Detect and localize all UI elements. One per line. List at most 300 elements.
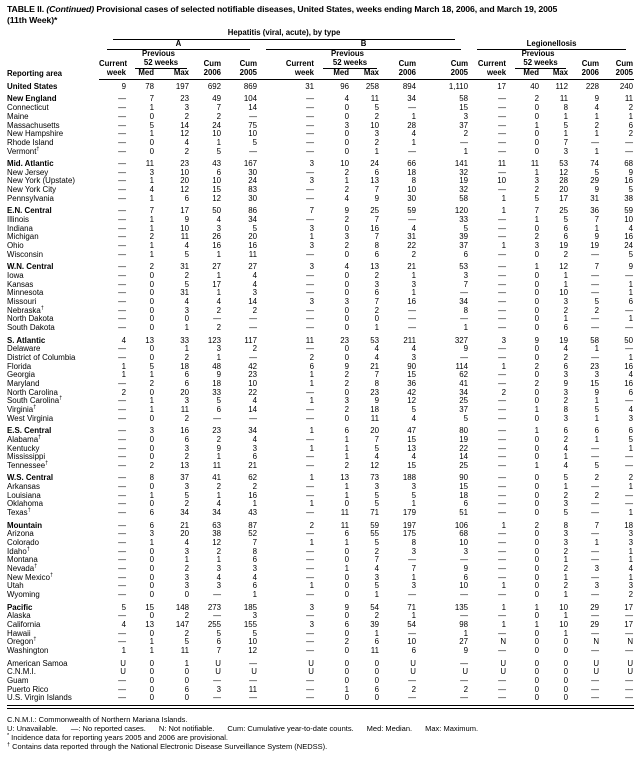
value-cell: — xyxy=(498,499,507,509)
value-cell: 15 xyxy=(212,185,221,195)
value-cell: — xyxy=(408,555,416,565)
value-cell: — xyxy=(306,590,314,600)
value-cell: 5 xyxy=(184,249,189,259)
value-cell: 3 xyxy=(216,564,221,574)
value-cell: 1 xyxy=(411,137,416,147)
value-cell: — xyxy=(498,378,507,388)
reporting-area-cell: Mountain xyxy=(7,520,43,530)
cum-label-b-2006: Cum xyxy=(398,59,416,69)
reporting-area-cell: Oregon† xyxy=(7,636,37,647)
reporting-area-cell: California xyxy=(7,620,41,630)
value-cell: — xyxy=(118,443,126,453)
spacer xyxy=(190,50,222,59)
value-cell: 120 xyxy=(454,206,469,216)
value-cell: 13 xyxy=(370,262,379,272)
value-cell: 29 xyxy=(590,176,600,186)
value-cell: 11 xyxy=(340,520,349,530)
value-cell: 5 xyxy=(184,637,189,647)
value-cell: 22 xyxy=(248,387,257,397)
table-row xyxy=(7,371,634,380)
value-cell: — xyxy=(408,146,416,156)
value-cell: 6 xyxy=(149,520,154,530)
table-row xyxy=(7,233,634,242)
table-row xyxy=(7,389,634,398)
value-cell: 9 xyxy=(563,378,569,388)
value-cell: 0 xyxy=(374,693,379,703)
value-cell: 55 xyxy=(370,529,379,539)
value-cell: — xyxy=(118,499,126,509)
value-cell: 1 xyxy=(149,103,154,113)
value-cell: 34 xyxy=(212,508,221,518)
value-cell: 4 xyxy=(374,452,379,462)
value-cell: 19 xyxy=(459,434,469,444)
value-cell: — xyxy=(460,314,469,324)
value-cell: 1 xyxy=(563,611,569,621)
value-cell: — xyxy=(498,611,507,621)
value-cell: 3 xyxy=(563,529,569,539)
value-cell: — xyxy=(498,413,507,423)
value-cell: 33 xyxy=(212,387,221,397)
value-cell: — xyxy=(213,675,221,685)
value-cell: 5 xyxy=(594,460,600,470)
hepatitis-group-header: Hepatitis (viral, acute), by type xyxy=(99,29,469,40)
value-cell: 0 xyxy=(344,667,349,677)
value-cell: — xyxy=(118,314,126,324)
value-cell: — xyxy=(118,288,126,298)
value-cell: 1 xyxy=(344,434,349,444)
value-cell: 2 xyxy=(628,590,634,600)
value-cell: 3 xyxy=(184,581,189,591)
value-cell: 6 xyxy=(216,405,221,415)
value-cell: 2 xyxy=(184,628,189,638)
value-cell: 1 xyxy=(534,620,540,630)
value-cell: 141 xyxy=(454,159,469,169)
value-cell: 6 xyxy=(184,434,189,444)
value-cell: 6 xyxy=(184,370,189,380)
value-cell: — xyxy=(118,378,126,388)
value-cell: 3 xyxy=(411,546,416,556)
value-cell: — xyxy=(118,193,126,203)
value-cell: 59 xyxy=(370,520,379,530)
value-cell: 240 xyxy=(619,81,634,91)
value-cell: 1 xyxy=(463,146,469,156)
value-cell: 2 xyxy=(374,546,379,556)
legend-item: —: No reported cases. xyxy=(70,723,146,733)
value-cell: 11 xyxy=(530,159,540,169)
value-cell: — xyxy=(306,529,314,539)
value-cell: 58 xyxy=(590,335,600,345)
header-spacer xyxy=(469,29,634,40)
reporting-area-cell: New Mexico† xyxy=(7,572,54,582)
value-cell: 2 xyxy=(252,482,257,492)
value-cell: 114 xyxy=(455,361,469,371)
value-cell: 54 xyxy=(370,602,379,612)
value-cell: — xyxy=(498,146,507,156)
value-cell: 66 xyxy=(407,159,416,169)
value-cell: — xyxy=(118,137,126,147)
value-cell: 2 xyxy=(216,434,221,444)
value-cell: — xyxy=(118,693,126,703)
value-cell: — xyxy=(625,137,634,147)
legend-item: Med: Median. xyxy=(366,723,413,733)
reporting-area-cell: Oklahoma xyxy=(7,499,43,509)
value-cell: — xyxy=(498,223,507,233)
value-cell: — xyxy=(249,675,257,685)
value-cell: 9 xyxy=(374,396,379,406)
value-cell: — xyxy=(249,693,257,703)
value-cell: 0 xyxy=(534,590,540,600)
value-cell: 3 xyxy=(184,443,189,453)
value-cell: 2 xyxy=(594,120,600,130)
value-cell: 0 xyxy=(149,611,154,621)
value-cell: — xyxy=(591,352,600,362)
value-cell: 80 xyxy=(459,426,469,436)
value-cell: 3 xyxy=(563,146,569,156)
value-cell: — xyxy=(118,214,126,224)
value-cell: — xyxy=(306,508,314,518)
value-cell: — xyxy=(306,564,314,574)
table-row xyxy=(7,565,634,574)
value-cell: 2 xyxy=(184,270,189,280)
value-cell: 0 xyxy=(534,434,540,444)
value-cell: 3 xyxy=(309,241,314,251)
value-cell: 2 xyxy=(594,305,600,315)
value-cell: 1 xyxy=(344,684,349,694)
value-cell: — xyxy=(306,387,314,397)
value-cell: 13 xyxy=(180,460,189,470)
value-cell: 5 xyxy=(252,223,257,233)
value-cell: 4 xyxy=(184,241,189,251)
table-row xyxy=(7,281,634,290)
value-cell: 0 xyxy=(344,675,349,685)
value-cell: 33 xyxy=(180,335,189,345)
value-cell: 0 xyxy=(563,658,569,668)
value-cell: 0 xyxy=(534,103,540,113)
value-cell: 0 xyxy=(374,667,379,677)
value-cell: 2 xyxy=(216,482,221,492)
value-cell: 0 xyxy=(534,684,540,694)
value-cell: 1 xyxy=(534,120,540,130)
current-label-a: Current xyxy=(99,59,128,69)
value-cell: — xyxy=(213,590,221,600)
value-cell: 0 xyxy=(344,611,349,621)
value-cell: 5 xyxy=(252,628,257,638)
value-cell: 3 xyxy=(534,176,540,186)
value-cell: 0 xyxy=(149,270,154,280)
footnote-cnmi: C.N.M.I.: Commonwealth of Northern Mariana Islands. xyxy=(7,714,188,724)
value-cell: 6 xyxy=(374,637,379,647)
value-cell: 2 xyxy=(252,344,257,354)
reporting-area-cell: Virginia† xyxy=(7,404,37,415)
reporting-area-cell: Idaho† xyxy=(7,546,30,556)
reporting-area-cell: C.N.M.I. xyxy=(7,667,36,677)
value-cell: 0 xyxy=(534,370,540,380)
value-cell: 2 xyxy=(344,405,349,415)
value-cell: 4 xyxy=(216,499,221,509)
value-cell: 11 xyxy=(624,94,634,104)
value-cell: — xyxy=(249,413,257,423)
value-cell: 2 xyxy=(344,185,349,195)
value-cell: 6 xyxy=(594,426,600,436)
value-cell: — xyxy=(118,129,126,139)
value-cell: 37 xyxy=(459,405,469,415)
value-cell: 2 xyxy=(374,611,379,621)
value-cell: 0 xyxy=(149,296,154,306)
value-cell: 24 xyxy=(212,120,221,130)
value-cell: 197 xyxy=(175,81,189,91)
value-cell: 24 xyxy=(248,176,257,186)
value-cell: 3 xyxy=(563,296,569,306)
value-cell: 4 xyxy=(252,270,257,280)
value-cell: — xyxy=(460,288,469,298)
value-cell: 9 xyxy=(628,262,634,272)
table-row xyxy=(7,600,634,612)
value-cell: 5 xyxy=(374,499,379,509)
value-cell: 0 xyxy=(344,413,349,423)
value-cell: 68 xyxy=(459,529,469,539)
value-cell: 4 xyxy=(411,344,416,354)
value-cell: 5 xyxy=(628,434,634,444)
table-row xyxy=(7,345,634,354)
value-cell: 37 xyxy=(459,241,469,251)
value-cell: — xyxy=(306,572,314,582)
value-cell: — xyxy=(306,111,314,121)
value-cell: — xyxy=(498,288,507,298)
value-cell: 1 xyxy=(216,137,221,147)
value-cell: 7 xyxy=(374,370,379,380)
value-cell: 4 xyxy=(628,223,634,233)
value-cell: — xyxy=(498,555,507,565)
value-cell: 23 xyxy=(248,370,257,380)
value-cell: U xyxy=(308,658,314,668)
table-row xyxy=(7,492,634,501)
reporting-area-cell: Delaware xyxy=(7,344,41,354)
value-cell: 0 xyxy=(534,223,540,233)
value-cell: 37 xyxy=(459,120,469,130)
value-cell: 20 xyxy=(370,426,379,436)
value-cell: 25 xyxy=(459,460,469,470)
table-row xyxy=(7,92,634,104)
value-cell: — xyxy=(118,176,126,186)
value-cell: 16 xyxy=(212,241,221,251)
value-cell: 1 xyxy=(374,590,379,600)
legend-item: N: Not notifiable. xyxy=(158,723,215,733)
weeks52-label-a: 52 weeks xyxy=(127,59,190,69)
weeks52-label-leg: 52 weeks xyxy=(507,59,569,69)
value-cell: — xyxy=(498,111,507,121)
value-cell: — xyxy=(625,270,634,280)
value-cell: 8 xyxy=(563,103,569,113)
table-row xyxy=(7,591,634,600)
value-cell: 16 xyxy=(370,223,379,233)
value-cell: 20 xyxy=(180,176,189,186)
value-cell: 1 xyxy=(309,538,314,548)
value-cell: 53 xyxy=(459,262,469,272)
value-cell: — xyxy=(625,305,634,315)
value-cell: 42 xyxy=(248,361,257,371)
value-cell: 3 xyxy=(344,232,349,242)
value-cell: 12 xyxy=(559,262,569,272)
value-cell: 3 xyxy=(252,288,257,298)
value-cell: — xyxy=(591,572,600,582)
reporting-area-cell: Minnesota xyxy=(7,288,44,298)
value-cell: — xyxy=(591,693,600,703)
value-cell: 3 xyxy=(411,279,416,289)
value-cell: 0 xyxy=(534,344,540,354)
value-cell: 6 xyxy=(216,637,221,647)
table-row xyxy=(7,500,634,509)
value-cell: 6 xyxy=(309,361,314,371)
value-cell: — xyxy=(306,214,314,224)
value-cell: 2 xyxy=(216,111,221,121)
value-cell: 3 xyxy=(563,370,569,380)
value-cell: 1 xyxy=(563,555,569,565)
reporting-area-cell: Kansas xyxy=(7,279,34,289)
value-cell: 1 xyxy=(501,361,507,371)
value-cell: 7 xyxy=(374,232,379,242)
value-cell: — xyxy=(118,262,126,272)
value-cell: — xyxy=(498,352,507,362)
reporting-area-cell: Pacific xyxy=(7,602,33,612)
table-row xyxy=(7,204,634,216)
value-cell: 1 xyxy=(374,146,379,156)
value-cell: — xyxy=(118,611,126,621)
value-cell: — xyxy=(498,572,507,582)
value-cell: 31 xyxy=(590,193,600,203)
value-cell: — xyxy=(118,413,126,423)
value-cell: 0 xyxy=(149,352,154,362)
value-cell: 50 xyxy=(624,335,634,345)
value-cell: 43 xyxy=(212,159,221,169)
value-cell: 33 xyxy=(459,214,469,224)
footnote-dagger-text: Contains data reported through the National Electronic Disease Surveillance System (NEDSS). xyxy=(12,742,328,752)
value-cell: 0 xyxy=(534,129,540,139)
value-cell: 5 xyxy=(252,137,257,147)
value-cell: 8 xyxy=(563,520,569,530)
footnotes xyxy=(7,715,634,752)
value-cell: 11 xyxy=(248,249,257,259)
value-cell: 5 xyxy=(374,581,379,591)
value-cell: 11 xyxy=(559,94,569,104)
value-cell: — xyxy=(306,693,314,703)
value-cell: — xyxy=(306,684,314,694)
value-cell: 38 xyxy=(212,529,221,539)
value-cell: 10 xyxy=(459,538,469,548)
value-cell: 894 xyxy=(402,81,416,91)
value-cell: 8 xyxy=(563,405,569,415)
value-cell: 0 xyxy=(534,452,540,462)
table-row xyxy=(7,216,634,225)
value-cell: 1 xyxy=(344,443,349,453)
value-cell: — xyxy=(118,323,126,333)
value-cell: 3 xyxy=(309,602,314,612)
value-cell: 1 xyxy=(534,262,540,272)
value-cell: 11 xyxy=(497,159,507,169)
value-cell: 5 xyxy=(216,396,221,406)
reporting-area-cell: Utah xyxy=(7,581,24,591)
value-cell: — xyxy=(118,581,126,591)
value-cell: 2 xyxy=(184,111,189,121)
cum-label-a-2005: Cum xyxy=(239,59,257,69)
value-cell: 6 xyxy=(374,684,379,694)
value-cell: 7 xyxy=(374,214,379,224)
value-cell: 9 xyxy=(344,361,349,371)
value-cell: — xyxy=(213,314,221,324)
value-cell: 9 xyxy=(374,193,379,203)
value-cell: 2 xyxy=(563,249,569,259)
value-cell: 0 xyxy=(344,146,349,156)
value-cell: 1 xyxy=(563,628,569,638)
value-cell: 34 xyxy=(248,214,257,224)
value-cell: 8 xyxy=(252,546,257,556)
value-cell: 8 xyxy=(149,473,154,483)
value-cell: 1 xyxy=(628,555,634,565)
value-cell: 10 xyxy=(624,214,634,224)
value-cell: 4 xyxy=(344,94,349,104)
value-cell: 4 xyxy=(411,413,416,423)
reporting-area-cell: Guam xyxy=(7,675,29,685)
value-cell: 1 xyxy=(149,193,154,203)
value-cell: — xyxy=(118,120,126,130)
value-cell: 7 xyxy=(252,538,257,548)
value-cell: 9 xyxy=(594,232,600,242)
value-cell: — xyxy=(306,146,314,156)
table-row xyxy=(7,195,634,204)
value-cell: 258 xyxy=(365,81,379,91)
value-cell: 2 xyxy=(534,232,540,242)
value-cell: 1 xyxy=(411,611,416,621)
value-cell: 0 xyxy=(344,288,349,298)
value-cell: 1 xyxy=(149,223,154,233)
value-cell: 0 xyxy=(563,684,569,694)
value-cell: 14 xyxy=(248,103,257,113)
reporting-area-cell: Massachusetts xyxy=(7,120,60,130)
reporting-area-cell: Kentucky xyxy=(7,443,40,453)
reporting-area-cell: Colorado xyxy=(7,538,40,548)
value-cell: 41 xyxy=(212,473,221,483)
value-cell: — xyxy=(460,611,469,621)
value-cell: 1 xyxy=(594,434,600,444)
value-cell: 1 xyxy=(344,482,349,492)
value-cell: 0 xyxy=(149,413,154,423)
value-cell: 2 xyxy=(374,270,379,280)
value-cell: 7 xyxy=(463,279,469,289)
value-cell: 1 xyxy=(309,426,314,436)
value-cell: 3 xyxy=(563,499,569,509)
value-cell: 2 xyxy=(374,137,379,147)
value-cell: 0 xyxy=(184,590,189,600)
reporting-area-cell: Ohio xyxy=(7,241,24,251)
footnote-star-text: Incidence data for reporting years 2005 and 2006 are provisional. xyxy=(11,733,228,743)
table-row xyxy=(7,539,634,548)
value-cell: 59 xyxy=(407,206,416,216)
value-cell: 2 xyxy=(628,129,634,139)
table-row xyxy=(7,656,634,668)
value-cell: 2 xyxy=(344,460,349,470)
reporting-area-cell: Iowa xyxy=(7,270,24,280)
value-cell: 39 xyxy=(459,232,469,242)
value-cell: — xyxy=(118,279,126,289)
value-cell: — xyxy=(306,555,314,565)
value-cell: 24 xyxy=(624,241,634,251)
value-cell: 1 xyxy=(216,555,221,565)
value-cell: 1 xyxy=(534,167,540,177)
value-cell: 2 xyxy=(463,129,469,139)
reporting-area-cell: Washington xyxy=(7,646,49,656)
value-cell: 87 xyxy=(248,520,257,530)
value-cell: 0 xyxy=(534,249,540,259)
value-cell: 1 xyxy=(628,288,634,298)
